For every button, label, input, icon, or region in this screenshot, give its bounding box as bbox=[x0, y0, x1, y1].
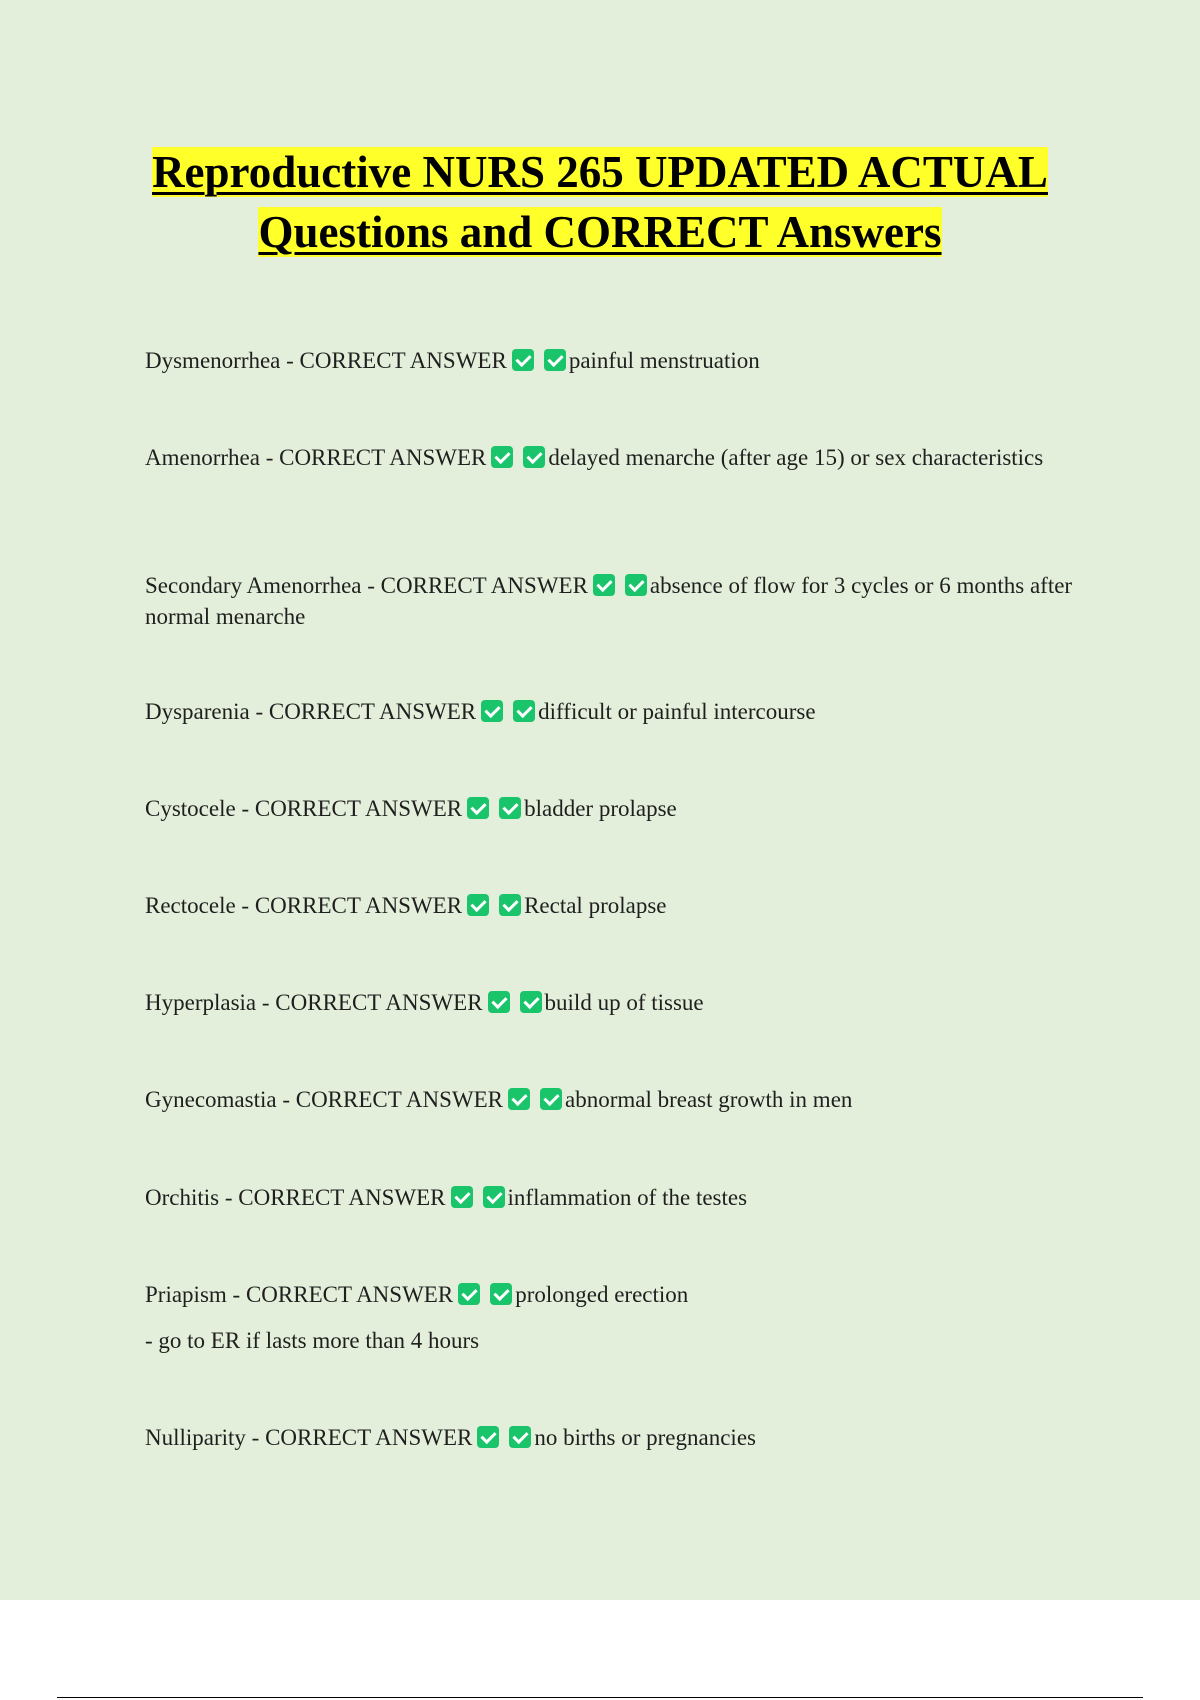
check-icon bbox=[540, 1088, 562, 1110]
qa-answer: build up of tissue bbox=[544, 990, 704, 1015]
qa-answer: absence of flow for 3 cycles or 6 months after normal menarche bbox=[145, 573, 1073, 629]
qa-item bbox=[145, 890, 1085, 921]
check-icon bbox=[458, 1283, 480, 1305]
check-icon bbox=[513, 700, 535, 722]
qa-answer: prolonged erection bbox=[515, 1282, 689, 1307]
qa-item bbox=[145, 1279, 1085, 1356]
qa-note: - go to ER if lasts more than 4 hours bbox=[145, 1328, 480, 1353]
qa-answer: no births or pregnancies bbox=[534, 1425, 756, 1450]
document-title-text: Reproductive NURS 265 UPDATED ACTUAL Questions and CORRECT Answers bbox=[152, 147, 1048, 257]
check-icon bbox=[467, 894, 489, 916]
qa-term: Orchitis - CORRECT ANSWER bbox=[145, 1185, 446, 1210]
check-icon bbox=[499, 797, 521, 819]
document-title bbox=[150, 142, 1050, 262]
qa-item bbox=[145, 570, 1085, 632]
qa-term: Nulliparity - CORRECT ANSWER bbox=[145, 1425, 473, 1450]
check-icon bbox=[467, 797, 489, 819]
qa-answer: inflammation of the testes bbox=[507, 1185, 748, 1210]
qa-term: Hyperplasia - CORRECT ANSWER bbox=[145, 990, 483, 1015]
qa-answer: difficult or painful intercourse bbox=[538, 699, 816, 724]
check-icon bbox=[520, 991, 542, 1013]
qa-item bbox=[145, 696, 1085, 727]
qa-item bbox=[145, 1422, 1085, 1453]
check-icon bbox=[451, 1186, 473, 1208]
qa-item bbox=[145, 1084, 1085, 1115]
check-icon bbox=[512, 349, 534, 371]
qa-answer: delayed menarche (after age 15) or sex characteristics bbox=[548, 445, 1044, 470]
qa-term: Secondary Amenorrhea - CORRECT ANSWER bbox=[145, 573, 588, 598]
qa-term: Cystocele - CORRECT ANSWER bbox=[145, 796, 463, 821]
qa-answer: Rectal prolapse bbox=[524, 893, 667, 918]
qa-answer: abnormal breast growth in men bbox=[564, 1087, 853, 1112]
qa-term: Rectocele - CORRECT ANSWER bbox=[145, 893, 463, 918]
check-icon bbox=[625, 574, 647, 596]
check-icon bbox=[499, 894, 521, 916]
check-icon bbox=[523, 446, 545, 468]
check-icon bbox=[508, 1088, 530, 1110]
check-icon bbox=[509, 1426, 531, 1448]
check-icon bbox=[481, 700, 503, 722]
check-icon bbox=[490, 1283, 512, 1305]
check-icon bbox=[491, 446, 513, 468]
qa-term: Dysparenia - CORRECT ANSWER bbox=[145, 699, 477, 724]
qa-item bbox=[145, 793, 1085, 824]
check-icon bbox=[544, 349, 566, 371]
qa-answer: painful menstruation bbox=[568, 348, 760, 373]
check-icon bbox=[483, 1186, 505, 1208]
check-icon bbox=[593, 574, 615, 596]
qa-term: Priapism - CORRECT ANSWER bbox=[145, 1282, 454, 1307]
qa-term: Dysmenorrhea - CORRECT ANSWER bbox=[145, 348, 507, 373]
footer-divider bbox=[57, 1697, 1143, 1698]
check-icon bbox=[488, 991, 510, 1013]
qa-item bbox=[145, 987, 1085, 1018]
qa-item bbox=[145, 442, 1085, 473]
qa-term: Amenorrhea - CORRECT ANSWER bbox=[145, 445, 487, 470]
qa-item bbox=[145, 345, 1085, 376]
qa-term: Gynecomastia - CORRECT ANSWER bbox=[145, 1087, 503, 1112]
check-icon bbox=[477, 1426, 499, 1448]
qa-answer: bladder prolapse bbox=[524, 796, 677, 821]
qa-item bbox=[145, 1182, 1085, 1213]
